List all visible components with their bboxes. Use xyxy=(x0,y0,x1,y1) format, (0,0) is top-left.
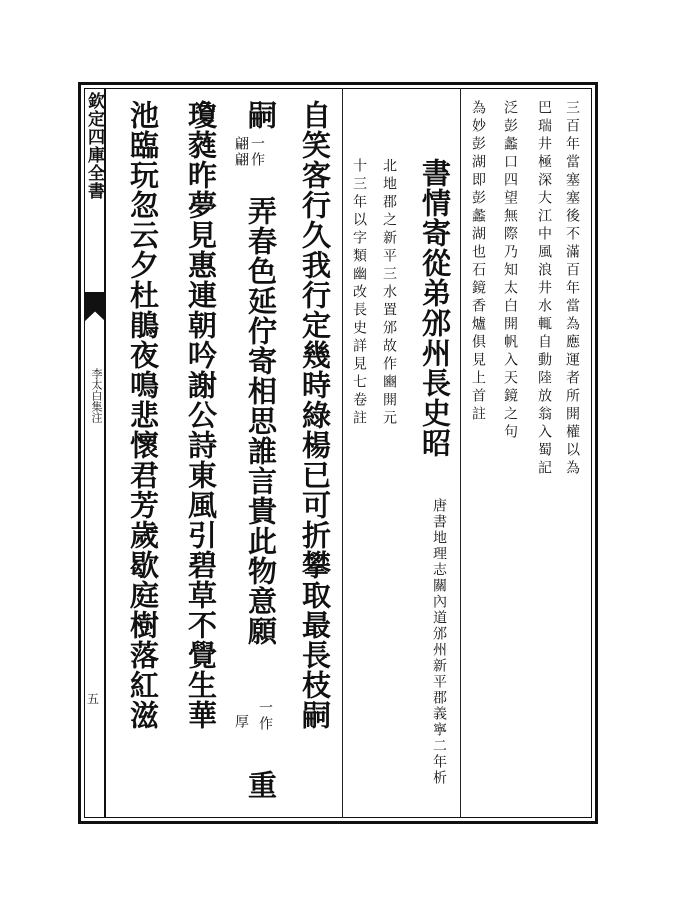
commentary-column-4: 為妙彭湖即彭蠡湖也石鏡香爐俱見上首註 xyxy=(470,100,486,424)
commentary-column-1: 三百年當塞塞後不滿百年當為應運者所開權以為 xyxy=(564,100,580,478)
poem-line-2-cont: 弄春色延佇寄相思誰言貴此物意願 xyxy=(244,196,278,646)
poem-line-3: 瓊蕤昨夢見惠連朝吟謝公詩東風引碧草不覺生華 xyxy=(184,100,218,730)
column-rule xyxy=(460,88,461,818)
note-column-2: 十三年以字類幽改長史詳見七卷註 xyxy=(351,158,367,428)
poem-line-1: 自笑客行久我行定幾時綠楊已可折攀取最長枝嗣 xyxy=(298,100,332,730)
commentary-column-2: 巴瑞井極深大江中風浪井水輒自動陸放翁入蜀記 xyxy=(536,100,552,478)
poem-title: 書情寄從弟邠州長史昭 xyxy=(418,158,452,458)
variant-note-2: 翩翩 xyxy=(233,136,249,168)
variant-note-4: 厚 xyxy=(233,714,249,730)
poem-line-4: 池臨玩忽云夕杜鵑夜鳴悲懷君芳歲歇庭樹落紅滋 xyxy=(126,100,160,730)
poem-title-note: 唐書地理志關內道邠州新平郡義寧二年析 xyxy=(431,498,447,786)
page-number: 五 xyxy=(87,692,100,706)
book-title: 欽定四庫全書 xyxy=(84,92,104,200)
chapter-title: 李太白集注 xyxy=(90,368,103,423)
poem-line-2: 嗣 xyxy=(244,100,278,130)
poem-title-column xyxy=(418,158,452,458)
column-rule xyxy=(342,88,343,818)
note-column-1: 北地郡之新平三水置邠故作豳開元 xyxy=(381,158,397,428)
commentary-column-3: 泛彭蠡口四望無際乃知太白開帆入天鏡之句 xyxy=(502,100,518,442)
variant-note-3: 一作 xyxy=(257,700,273,732)
variant-note-1: 一作 xyxy=(249,136,265,168)
poem-line-2-end: 重 xyxy=(244,770,278,800)
